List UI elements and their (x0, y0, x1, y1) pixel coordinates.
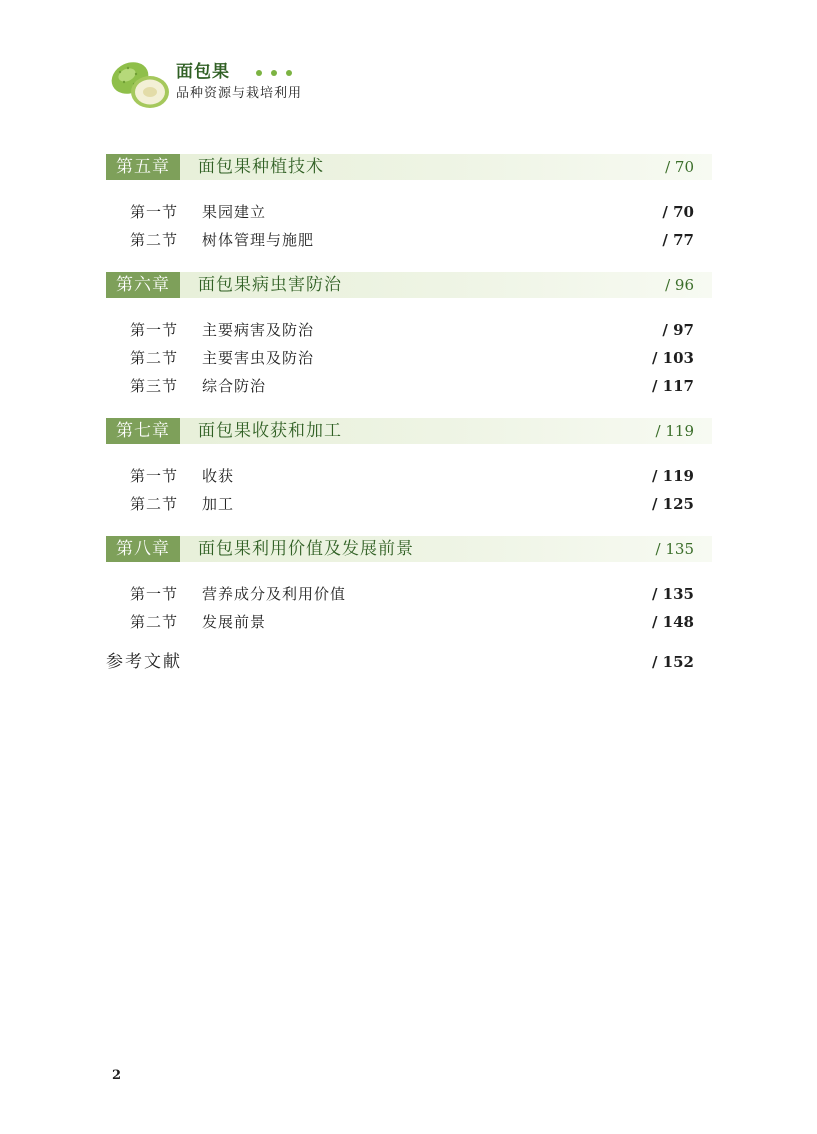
toc-section[interactable] (106, 316, 712, 344)
toc-section[interactable] (106, 490, 712, 518)
running-header (106, 52, 406, 112)
references-page: / 152 (651, 653, 694, 671)
toc-section[interactable] (106, 462, 712, 490)
section-page: / 103 (651, 349, 694, 367)
section-number: 第一节 (130, 203, 179, 221)
chapter-page: / 70 (665, 158, 694, 176)
chapter-page: / 96 (665, 276, 694, 294)
section-number: 第一节 (130, 585, 179, 603)
toc-chapter-6[interactable] (106, 272, 712, 298)
toc-chapter-8[interactable] (106, 536, 712, 562)
section-number: 第一节 (130, 321, 179, 339)
section-number: 第三节 (130, 377, 179, 395)
section-number: 第二节 (130, 349, 179, 367)
section-page: / 77 (662, 231, 694, 249)
dot-icon (271, 70, 277, 76)
section-page: / 135 (651, 585, 694, 603)
page-number: 2 (112, 1068, 122, 1083)
section-page: / 117 (651, 377, 694, 395)
section-title: 综合防治 (202, 377, 267, 395)
section-title: 营养成分及利用价值 (202, 585, 347, 603)
section-title: 树体管理与施肥 (202, 231, 315, 249)
toc-section[interactable] (106, 372, 712, 400)
section-number: 第二节 (130, 495, 179, 513)
table-of-contents (106, 154, 712, 636)
chapter-number: 第六章 (106, 272, 180, 298)
dot-icon (286, 70, 292, 76)
chapter-number: 第五章 (106, 154, 180, 180)
breadfruit-logo-icon (106, 56, 172, 112)
section-number: 第二节 (130, 231, 179, 249)
section-page: / 119 (651, 467, 694, 485)
chapter-title: 面包果病虫害防治 (198, 275, 342, 295)
section-number: 第一节 (130, 467, 179, 485)
chapter-number: 第八章 (106, 536, 180, 562)
toc-chapter-5[interactable] (106, 154, 712, 180)
section-page: / 70 (662, 203, 694, 221)
section-page: / 148 (651, 613, 694, 631)
section-page: / 97 (662, 321, 694, 339)
book-subtitle: 品种资源与栽培利用 (176, 86, 303, 101)
title-dots (256, 70, 292, 76)
toc-section[interactable] (106, 226, 712, 254)
chapter-title: 面包果收获和加工 (198, 421, 342, 441)
toc-section[interactable] (106, 580, 712, 608)
toc-section[interactable] (106, 344, 712, 372)
toc-chapter-7[interactable] (106, 418, 712, 444)
section-number: 第二节 (130, 613, 179, 631)
chapter-title: 面包果利用价值及发展前景 (198, 539, 414, 559)
section-title: 主要害虫及防治 (202, 349, 315, 367)
toc-section[interactable] (106, 608, 712, 636)
book-title: 面包果 (176, 62, 230, 82)
chapter-title: 面包果种植技术 (198, 157, 324, 177)
chapter-page: / 135 (655, 540, 694, 558)
section-page: / 125 (651, 495, 694, 513)
section-title: 加工 (202, 495, 235, 513)
section-title: 果园建立 (202, 203, 267, 221)
chapter-page: / 119 (655, 422, 694, 440)
toc-section[interactable] (106, 198, 712, 226)
references-title: 参考文献 (106, 652, 182, 672)
dot-icon (256, 70, 262, 76)
section-title: 收获 (202, 467, 235, 485)
chapter-number: 第七章 (106, 418, 180, 444)
toc-references[interactable] (106, 648, 712, 676)
section-title: 主要病害及防治 (202, 321, 315, 339)
section-title: 发展前景 (202, 613, 267, 631)
